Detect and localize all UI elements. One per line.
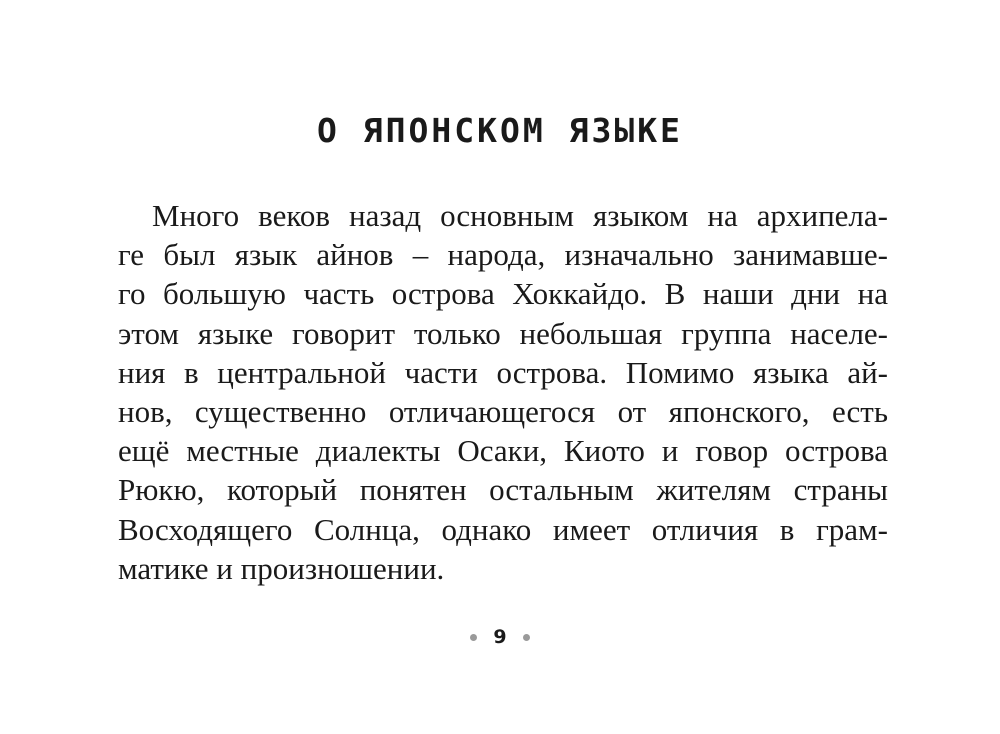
paragraph-line: Много веков назад основным языком на архипела-	[152, 198, 888, 233]
page-title: О ЯПОНСКОМ ЯЗЫКЕ	[317, 111, 683, 150]
paragraph-line: Рюкю, который понятен остальным жителям страны	[118, 472, 888, 508]
footer-dot-right	[523, 634, 530, 641]
paragraph-line: матике и произношении.	[118, 550, 445, 586]
paragraph-line: ещё местные диалекты Осаки, Киото и говор острова	[118, 433, 888, 469]
paragraph-line: ния в центральной части острова. Помимо языка ай-	[118, 354, 888, 390]
footer-dot-left	[470, 634, 477, 641]
paragraph-line: этом языке говорит только небольшая группа населе-	[118, 315, 888, 351]
paragraph-line: Восходящего Солнца, однако имеет отличия в грам-	[118, 511, 888, 547]
page-footer	[0, 626, 1000, 648]
page-number: 9	[493, 626, 507, 648]
body-paragraph	[118, 196, 888, 588]
paragraph-line: нов, существенно отличающегося от японского, есть	[118, 393, 888, 429]
paragraph-line: ге был язык айнов – народа, изначально занимавше-	[118, 237, 888, 273]
paragraph-line: го большую часть острова Хоккайдо. В наши дни на	[118, 276, 888, 312]
